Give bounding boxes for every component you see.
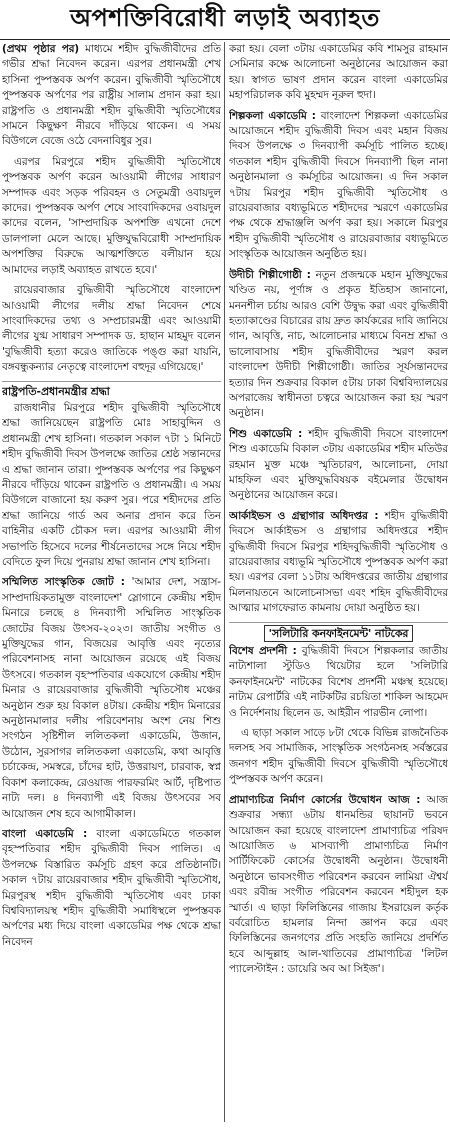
paragraph: করা হয়। বেলা ৩টায় একাডেমির কবি শামসুর রাহমান সেমিনার কক্ষে আলোচনা অনুষ্ঠানের আয়োজন করা হয়। স্বাগত ভাষণ প্রদান করেন বাংলা একাডেমির মহাপরিচালক কবি মুহম্মদ নূরুল হুদা। [229, 43, 448, 102]
column-divider [224, 42, 225, 1122]
paragraph [229, 427, 448, 504]
paragraph [229, 644, 448, 721]
paragraph-text: 'আমার দেশ, সন্ত্রাস-সাম্প্রদায়িকতামুক্ত বাংলাদেশ' স্লোগানে কেন্দ্রীয় শহীদ মিনারে চলছে ৪ দিনব্যাপী সম্মিলিত সাংস্কৃতিক জোটের বিজয় উৎসব-২০২৩। জাতীয় সংগীত ও মুক্তিযুদ্ধের গান, বিজয়ের আবৃত্তি এবং নৃত্যের পরিবেশনাসহ নানা আয়োজন রয়েছে এই বিজয় উৎসবে। গতকাল বৃহস্পতিবার একযোগে কেন্দ্রীয় শহীদ মিনার ও রায়েরবাজার বুদ্ধিজীবী স্মৃতিসৌধ মঞ্চের অনুষ্ঠান শুরু হয় বিকাল ৪টায়। কেন্দ্রীয় শহীদ মিনারের অনুষ্ঠানমালার দলীয় পরিবেশনায় অংশ নেয় শিশু সংগঠন সৃষ্টিশীল ললিতকলা একাডেমি, উজান, উঠোন, সুরসাগর ললিতকলা একাডেমি, কথা আবৃত্তি চর্চাকেন্দ্র, সমস্বরে, চাঁদের হাট, উত্তরায়ণ, চারবাক, স্বপ্ন বিকাশ কলাকেন্দ্র, রেওয়াজ পারফরমিং আর্ট, দৃষ্টিপাত নাট্য দল। ৪ দিনব্যাপী এই বিজয় উৎসবের সব আয়োজন শেষ হবে আগামীকাল। [2, 576, 221, 820]
article-column-right [229, 42, 448, 1122]
paragraph [2, 827, 221, 950]
paragraph [2, 42, 221, 150]
headline: অপশক্তিবিরোধী লড়াই অব্যাহত [0, 0, 450, 40]
paragraph-text: মাধ্যমে শহীদ বুদ্ধিজীবীদের প্রতি গভীর শ্রদ্ধা নিবেদন করেন। এরপর প্রধানমন্ত্রী শেখ হাসিনা পুষ্পস্তবক অর্পণ করেন। বুদ্ধিজীবী স্মৃতিসৌধে পুষ্পস্তবক অর্পণের পর রাষ্ট্রীয় সালাম প্রদান করা হয়। রাষ্ট্রপতি ও প্রধানমন্ত্রী শহীদ বুদ্ধিজীবী স্মৃতিসৌধের সামনে কিছুক্ষণ নীরবে দাঁড়িয়ে থাকেন। এ সময় বিউগলে বেজে ওঠে বেদনাবিধুর সুর। [2, 43, 221, 148]
article-column-left [2, 42, 221, 1122]
section-heading: আর্কাইভস ও গ্রন্থাগার অধিদপ্তর : [229, 509, 379, 522]
section-heading: রাষ্ট্রপতি-প্রধানমন্ত্রীর শ্রদ্ধা [2, 381, 221, 399]
paragraph-text: বাংলা একাডেমিতে গতকাল বৃহস্পতিবার শহীদ বুদ্ধিজীবী দিবস পালিত। এ উপলক্ষে বিস্তারিত কর্মসূচি গ্রহণ করে প্রতিষ্ঠানটি। সকাল ৭টায় রায়েরবাজার শহীদ বুদ্ধিজীবী স্মৃতিসৌধ, মিরপুরস্থ শহীদ বুদ্ধিজীবী স্মৃতিসৌধ এবং ঢাকা বিশ্ববিদ্যালয়স্থ শহীদ বুদ্ধিজীবী সমাধিস্থলে পুষ্পস্তবক অর্পণের মধ্য দিয়ে বাংলা একাডেমির পক্ষ থেকে শ্রদ্ধা নিবেদন [2, 827, 221, 948]
paragraph-text: শহীদ বুদ্ধিজীবী দিবসে বাংলাদেশ শিশু একাডেমি বিকাল ৩টায় একাডেমির শহীদ মতিউর রহমান মুক্ত মঞ্চে স্মৃতিচারণ, আলোচনা, দোয়া মাহফিল এবং মুক্তিযুদ্ধবিষয়ক বইমেলার উদ্বোধন অনুষ্ঠানের আয়োজন করে। [229, 427, 448, 502]
section-heading: বিশেষ প্রদর্শনী : [229, 645, 297, 658]
section-heading: প্রামাণ্যচিত্র নির্মাণ কোর্সের উদ্বোধন আজ : [229, 793, 421, 806]
paragraph [2, 575, 221, 822]
section-heading: উদীচী শিল্পীগোষ্ঠী : [229, 268, 311, 281]
paragraph-text: শহীদ বুদ্ধিজীবী দিবসে আর্কাইভস ও গ্রন্থাগার অধিদপ্তরে শহীদ বুদ্ধিজীবী দিবসে মিরপুর শহিদবুদ্ধিজীবী স্মৃতিসৌধ ও রায়েরবাজার বধ্যভূমি স্মৃতিসৌধে পুষ্পস্তবক অর্পণ করা হয়। এরপর বেলা ১১টায় অধিদপ্তরের জাতীয় গ্রন্থাগার মিলনায়তনে আলোচনাসভা এবং শহিদ বুদ্ধিজীবীদের আত্মার মাগফেরাত কামনায় দোয়া অনুষ্ঠিত হয়। [229, 509, 448, 615]
paragraph [229, 509, 448, 617]
paragraph-text: আজ শুক্রবার সন্ধ্যা ৬টায় ধানমন্ডির ছায়ানট ভবনে আয়োজন করা হয়েছে বাংলাদেশ প্রামাণ্যচিত্র পরিষদ আয়োজিত ৬ মাসব্যাপী প্রামাণ্যচিত্র নির্মাণ সার্টিফিকেট কোর্সের উদ্বোধনী অনুষ্ঠান। উদ্বোধনী অনুষ্ঠানে ভাবসংগীত পরিবেশন করবেন লামিয়া ঐশ্বর্য এবং রবীন্দ্র সংগীত পরিবেশন করবেন শহীদুল হক স্মার্ত। এ ছাড়া ফিলিস্তিনের গাজায় ইসরায়েল কর্তৃক বর্বরোচিত হামলার নিন্দা জ্ঞাপন করে এবং ফিলিস্তিনের জনগণের প্রতি সংহতি জানিয়ে প্রদর্শিত হবে আব্দুল্লাহ আল-খাতিবের প্রামাণ্যচিত্র 'লিটল প্যালেস্টাইন : ডায়েরি অব আ সিইজ'। [229, 793, 448, 976]
continuation-kicker: (প্রথম পৃষ্ঠার পর) [2, 43, 80, 55]
paragraph: রায়েরবাজার বুদ্ধিজীবী স্মৃতিসৌধে বাংলাদেশ আওয়ামী লীগের দলীয় শ্রদ্ধা নিবেদন শেষে সাংবাদিকদের তথ্য ও সম্প্রচারমন্ত্রী এবং আওয়ামী লীগের যুগ্ম সাধারণ সম্পাদক ড. হাছান মাহমুদ বলেন 'বুদ্ধিজীবী হত্যা করেও জাতিকে পঙ্গু করা যায়নি, বঙ্গবন্ধুকন্যার নেতৃত্বে বাংলাদেশ বহুদূর এগিয়েছে।' [2, 284, 221, 374]
section-heading [229, 622, 448, 642]
section-heading: বাংলা একাডেমি : [2, 827, 88, 840]
paragraph [229, 268, 448, 422]
paragraph: রাজধানীর মিরপুরে শহীদ বুদ্ধিজীবী স্মৃতিসৌধে শ্রদ্ধা জানিয়েছেন রাষ্ট্রপতি মোঃ সাহাবুদ্দিন ও প্রধানমন্ত্রী শেখ হাসিনা। গতকাল সকাল ৭টা ১ মিনিটে শহীদ বুদ্ধিজীবী দিবস উপলক্ষে জাতির শ্রেষ্ঠ সন্তানদের এ শ্রদ্ধা জানান তারা। পুষ্পস্তবক অর্পণের পর কিছুক্ষণ নীরবে দাঁড়িয়ে থাকেন রাষ্ট্রপতি ও প্রধানমন্ত্রী। এ সময় বিউগলে বাজানো হয় করুণ সুর। পরে শহীদদের প্রতি শ্রদ্ধা জানিয়ে গার্ড অব অনার প্রদান করে তিন বাহিনীর একটি চৌকস দল। এরপর আওয়ামী লীগ সভাপতি হিসেবে দলের শীর্ষনেতাদের সঙ্গে নিয়ে শহীদ বেদিতে ফুল দিয়ে পুনরায় শ্রদ্ধা জানান শেখ হাসিনা। [2, 401, 221, 568]
paragraph-text: নতুন প্রজন্মকে মহান মুক্তিযুদ্ধের খণ্ডিত নয়, পূর্ণাঙ্গ ও প্রকৃত ইতিহাস জানানো, মননশীল চর্চায় আরও বেশি উদ্বুদ্ধ করা এবং বুদ্ধিজীবী হত্যাকাণ্ডের বিচারের রায় দ্রুত কার্যকরের দাবি জানিয়ে গান, আবৃত্তি, নাচ, আলোচনার মাধ্যমে বিনম্র শ্রদ্ধা ও ভালোবাসায় শহীদ বুদ্ধিজীবীদের স্মরণ করল বাংলাদেশ উদীচী শিল্পীগোষ্ঠী। জাতির সূর্যসন্তানদের হত্যার দিন শুক্রবার বিকাল ৫টায় ঢাকা বিশ্ববিদ্যালয়ের অপরাজেয় স্বাধীনতা চত্বরে আয়োজন করা হয় স্মরণ অনুষ্ঠান। [229, 268, 448, 420]
paragraph-text: বুদ্ধিজীবী দিবসে শিল্পকলার জাতীয় নাট্যশালা স্টুডিও থিয়েটার হলে 'সলিটারি কনফাইনমেন্ট' নাটকের বিশেষ প্রদর্শনী মঞ্চস্থ হয়েছে। নাট্যম রেপার্টরি এই নাটকটির রচয়িতা শাকিল আহমেদ ও নির্দেশনায় ছিলেন ড. আইরীন পারভীন লোপা। [229, 645, 448, 719]
paragraph-text: বাংলাদেশ শিল্পকলা একাডেমির আয়োজনে শহীদ বুদ্ধিজীবী দিবস এবং মহান বিজয় দিবস উপলক্ষে ৩ দিনব্যাপী কর্মসূচি পালিত হচ্ছে। গতকাল শহীদ বুদ্ধিজীবী দিবসে দিনব্যাপী ছিল নানা অনুষ্ঠানমালা ও কর্মসূচির আয়োজন। এ দিন সকাল ৭টায় মিরপুর শহীদ বুদ্ধিজীবী স্মৃতিসৌধ ও রায়েরবাজার বধ্যভূমিতে শহীদদের স্মরণে একাডেমির পক্ষ থেকে শ্রদ্ধাঞ্জলি অর্পণ করা হয়। সকালে মিরপুর শহীদ বুদ্ধিজীবী স্মৃতিসৌধ ও রায়েরবাজার বধ্যভূমিতে সাংস্কৃতিক আয়োজন অনুষ্ঠিত হয়। [229, 109, 448, 261]
section-heading: শিশু একাডেমি : [229, 427, 303, 440]
paragraph: এরপর মিরপুরে শহীদ বুদ্ধিজীবী স্মৃতিসৌধে পুষ্পস্তবক অর্পণ করেন আওয়ামী লীগের সাধারণ সম্পাদক এবং সড়ক পরিবহন ও সেতুমন্ত্রী ওবায়দুল কাদের। পুষ্পস্তবক অর্পণ শেষে সাংবাদিকদের ওবায়দুল কাদের বলেন, 'সাম্প্রদায়িক অপশক্তি এখনো দেশে ডালপালা মেলে আছে। মুক্তিযুদ্ধবিরোধী সাম্প্রদায়িক অপশক্তির বিরুদ্ধে আত্মশক্তিতে বলীয়ান হয়ে আমাদের লড়াই অব্যাহত রাখতে হবে।' [2, 155, 221, 276]
boxed-heading: 'সলিটারি কনফাইনমেন্ট' নাটকের [264, 625, 414, 642]
paragraph [229, 109, 448, 263]
paragraph [229, 793, 448, 978]
section-heading: শিল্পকলা একাডেমি : [229, 109, 316, 122]
paragraph: এ ছাড়া সকাল সাড়ে ৮টা থেকে বিভিন্ন রাজনৈতিক দলসহ সব সামাজিক, সাংস্কৃতিক সংগঠনসহ সর্বস্তরের জনগণ শহীদ বুদ্ধিজীবী দিবসে বুদ্ধিজীবী স্মৃতিসৌধে পুষ্পস্তবক অর্পণ করেন। [229, 727, 448, 786]
section-heading: সম্মিলিত সাংস্কৃতিক জোট : [2, 576, 125, 589]
